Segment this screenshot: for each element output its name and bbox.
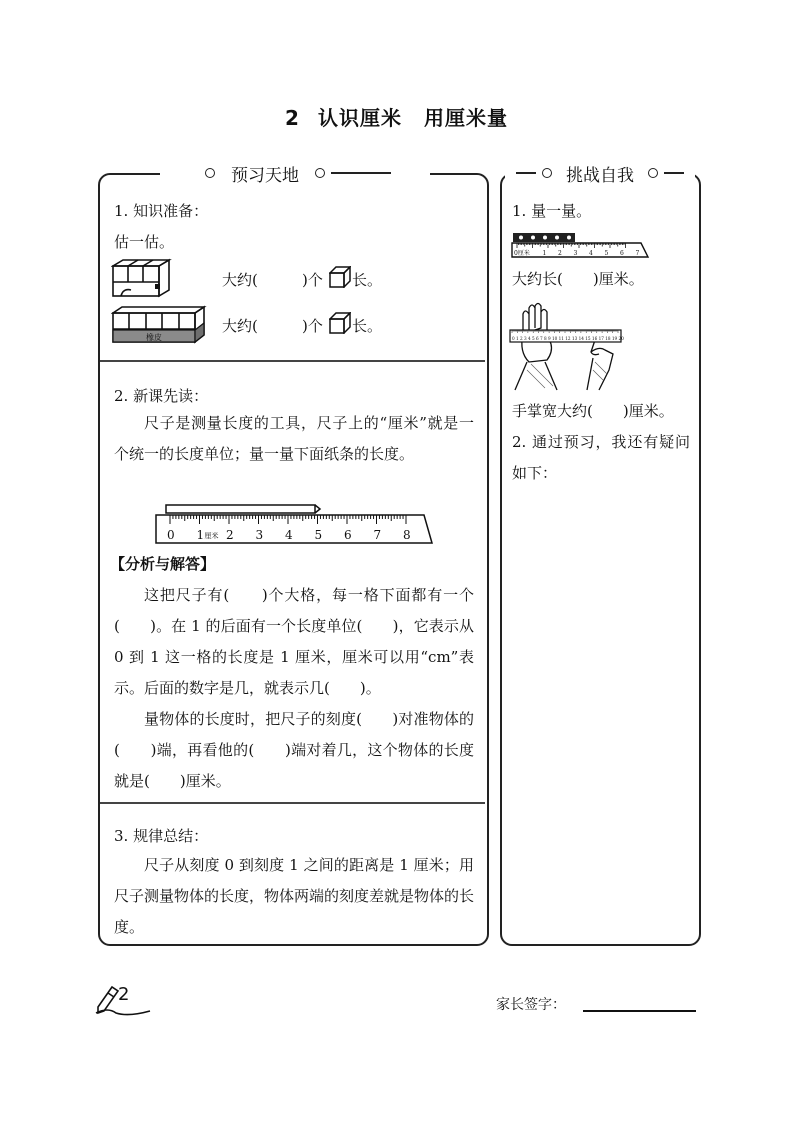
divider-1 (100, 360, 485, 362)
preview-header (160, 160, 430, 186)
row1-text-c: 长。 (352, 271, 383, 289)
hand-ruler-numbers: 0 1 2 3 4 5 6 7 8 9 10 11 12 13 14 15 16 17 18 19 20 (512, 336, 624, 341)
small-ruler-tick-label: 6 (620, 250, 624, 257)
challenge-header (505, 160, 695, 186)
parent-signature-label: 家长签字： (496, 997, 566, 1013)
small-ruler-tick-label: 1 (542, 250, 547, 257)
divider-2 (100, 802, 485, 804)
eraser-label: 橡皮 (146, 333, 162, 342)
small-ruler-unit: 0厘米 (514, 250, 530, 257)
eraser-figure (111, 305, 207, 345)
unit-cube-icon (329, 312, 351, 334)
section1-heading: 1. 知识准备： (114, 202, 209, 220)
title-part2: 用厘米量 (423, 106, 508, 130)
preview-header-label: 预习天地 (231, 165, 299, 186)
small-ruler-figure (511, 231, 651, 261)
section1-sub: 估一估。 (114, 233, 175, 251)
small-ruler-tick-label: 5 (604, 250, 609, 257)
ruler-with-strip (154, 503, 436, 547)
section2-heading: 2. 新课先读： (114, 387, 209, 405)
ruler-tick-label: 7 (373, 528, 382, 542)
ruler-tick-label: 2 (226, 528, 234, 542)
section3-heading: 3. 规律总结： (114, 827, 209, 845)
page-number: 2 (118, 984, 130, 1005)
small-ruler-tick-label: 2 (558, 250, 562, 257)
small-ruler-tick-label: 4 (589, 250, 593, 257)
title-part1: 认识厘米 (317, 106, 402, 130)
q2-text: 2. 通过预习，我还有疑问如下： (512, 433, 690, 482)
parent-signature-line[interactable] (583, 1010, 696, 1012)
q1-answer-1: 大约长( )厘米。 (512, 270, 644, 288)
small-ruler-tick-label: 7 (635, 250, 640, 257)
row2-text-a: 大约( (222, 317, 258, 335)
row2-text-c: 长。 (352, 317, 383, 335)
page-title (0, 102, 793, 131)
row1-text-b: )个 (302, 271, 323, 289)
q1-answer-2: 手掌宽大约( )厘米。 (512, 402, 674, 420)
analysis-paragraph-1: 这把尺子有( )个大格，每一格下面都有一个( )。在 1 的后面有一个长度单位( )，它表示从 0 到 1 这一格的长度是 1 厘米，厘米可以用“cm”表示。后面的数字是几，就表示几( )。 (114, 586, 474, 697)
hand-ruler-figure (509, 300, 624, 392)
analysis-paragraph-2: 量物体的长度时，把尺子的刻度( )对准物体的( )端，再看他的( )端对着几，这个物体的长度就是( )厘米。 (114, 710, 474, 790)
ruler-tick-label: 3 (255, 528, 264, 542)
section3-text: 尺子从刻度 0 到刻度 1 之间的距离是 1 厘米；用尺子测量物体的长度，物体两端的刻度差就是物体的长度。 (114, 856, 475, 936)
ruler-tick-label: 6 (344, 528, 352, 542)
ruler-tick-label: 0 (167, 528, 175, 542)
ruler-tick-label: 1 (196, 528, 205, 542)
section2-intro: 尺子是测量长度的工具，尺子上的“厘米”就是一个统一的长度单位；量一量下面纸条的长度。 (114, 414, 474, 463)
ruler-unit-label: 厘米 (204, 532, 219, 540)
small-ruler-tick-label: 3 (573, 250, 578, 257)
challenge-header-label: 挑战自我 (566, 165, 634, 186)
row1-text-a: 大约( (222, 271, 258, 289)
lesson-number: 2 (285, 106, 300, 130)
analysis-heading: 【分析与解答】 (110, 555, 216, 573)
ruler-tick-label: 4 (285, 528, 293, 542)
row2-text-b: )个 (302, 317, 323, 335)
three-cube-figure (111, 258, 173, 298)
ruler-tick-label: 8 (403, 528, 411, 542)
ruler-tick-label: 5 (314, 528, 323, 542)
q1-heading: 1. 量一量。 (512, 202, 592, 220)
unit-cube-icon (329, 266, 351, 288)
